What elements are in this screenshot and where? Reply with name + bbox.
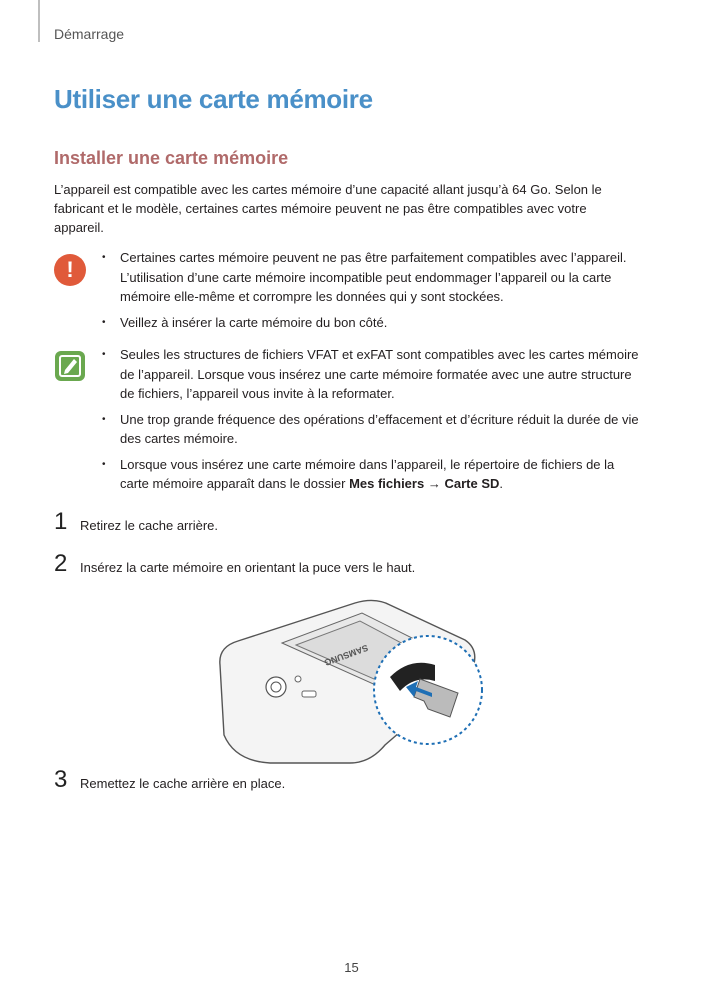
battery-brand: SAMSUNG — [322, 642, 370, 668]
folder-name: Mes fichiers — [349, 476, 425, 491]
section-subtitle: Installer une carte mémoire — [54, 148, 289, 168]
header-rule — [38, 0, 40, 42]
page-number: 15 — [344, 960, 359, 975]
step-number: 2 — [54, 550, 68, 577]
note-list — [100, 345, 645, 500]
page-title: Utiliser une carte mémoire — [54, 84, 373, 114]
folder-location: Carte SD — [444, 476, 500, 491]
list-item: • Veillez à insérer la carte mémoire du bon côté. — [100, 313, 645, 333]
camera-lens — [266, 677, 286, 697]
phone-illustration — [210, 595, 495, 770]
path-arrow: → — [427, 476, 441, 491]
note-end: . — [499, 476, 504, 491]
list-item: • Une trop grande fréquence des opérations d’effacement et d’écriture réduit la durée de vie des cartes mémoire. — [100, 410, 645, 449]
step-text: Remettez le cache arrière en place. — [80, 776, 286, 791]
step-text: Retirez le cache arrière. — [80, 518, 218, 533]
step-number: 1 — [54, 508, 68, 535]
warning-icon: ! — [54, 254, 86, 286]
section-label: Démarrage — [54, 26, 125, 42]
step-text: Insérez la carte mémoire en orientant la puce vers le haut. — [80, 560, 416, 575]
list-item: • Certaines cartes mémoire peuvent ne pas être parfaitement compatibles avec l’appareil. L’utilisation d’une carte mémoire incompatible peut endommager l’appareil ou la carte mémoire elle-même et corrompre les données qui y sont stockées. — [100, 248, 645, 307]
step-number: 3 — [54, 766, 68, 793]
list-item: • Seules les structures de fichiers VFAT et exFAT sont compatibles avec les cartes mémoire de l’appareil. Lorsque vous insérez une carte mémoire formatée avec une autre structure de fichiers, l’appareil vous invite à la reformater. — [100, 345, 645, 404]
warning-list — [100, 248, 645, 338]
intro-paragraph: L’appareil est compatible avec les cartes mémoire d’une capacité allant jusqu’à 64 Go. Selon le fabricant et le modèle, certaines cartes mémoire peuvent ne pas être compatibles avec votre appareil. — [54, 182, 602, 235]
list-item — [100, 455, 645, 494]
speaker — [302, 691, 316, 697]
memo-icon — [54, 350, 86, 382]
note-text: Lorsque vous insérez une carte mémoire dans l’appareil, le répertoire de fichiers de la carte mémoire apparaît dans le dossier — [120, 456, 615, 491]
flash — [295, 676, 301, 682]
